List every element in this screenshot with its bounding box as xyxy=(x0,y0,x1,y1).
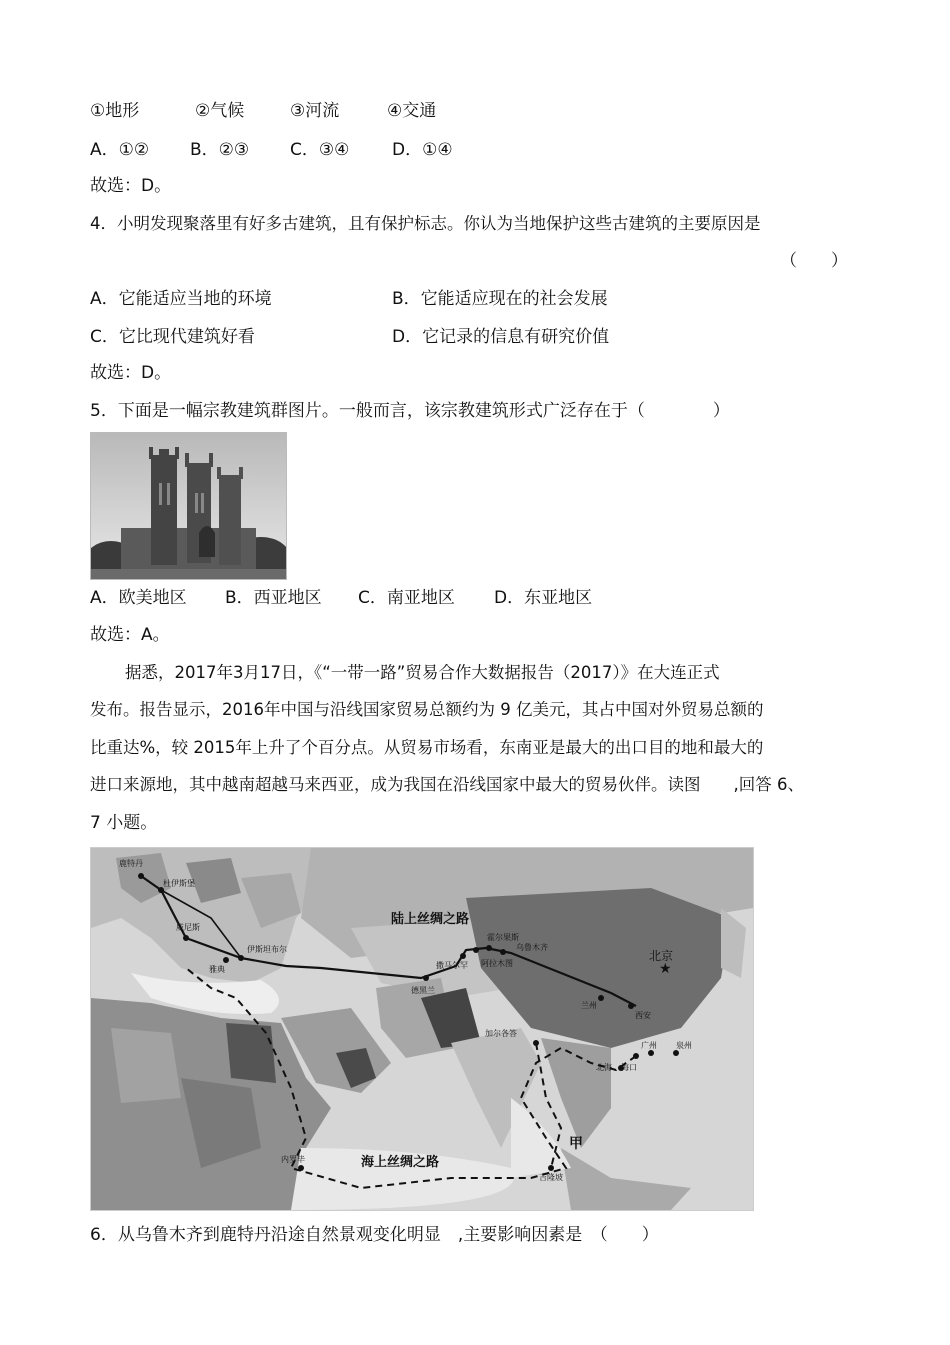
q3-option-a: A．①② xyxy=(90,140,150,160)
city-kolkata: 加尔各答 xyxy=(485,1029,517,1038)
svg-text:★: ★ xyxy=(659,961,672,977)
city-beihai: 北海 xyxy=(596,1063,612,1072)
city-khorgos: 霍尔果斯 xyxy=(487,933,519,942)
city-kuala-lumpur: 吉隆坡 xyxy=(539,1173,563,1182)
silk-road-map xyxy=(90,847,754,1211)
city-guangzhou: 广州 xyxy=(641,1041,657,1050)
q3-option-b: B．②③ xyxy=(190,140,250,160)
city-haikou: 海口 xyxy=(621,1063,637,1072)
q3-answer: 故选：D。 xyxy=(90,176,172,196)
q3-option-d: D．①④ xyxy=(392,140,453,160)
city-almaty: 阿拉木图 xyxy=(481,959,513,968)
city-urumqi: 乌鲁木齐 xyxy=(516,943,548,952)
cathedral-photo xyxy=(90,432,287,580)
marker-jia: 甲 xyxy=(569,1136,583,1152)
q5-option-a: A．欧美地区 xyxy=(90,588,187,608)
q3-option-c: C．③④ xyxy=(290,140,350,160)
city-duisburg: 杜伊斯堡 xyxy=(163,879,195,888)
city-beijing: 北京 xyxy=(649,949,674,963)
q4-option-d: D．它记录的信息有研究价值 xyxy=(392,327,610,347)
passage-line-4: 进口来源地，其中越南超越马来西亚，成为我国在沿线国家中最大的贸易伙伴。读图 ,回答 6、 xyxy=(90,775,804,794)
q4-stem: 4．小明发现聚落里有好多古建筑，且有保护标志。你认为当地保护这些古建筑的主要原因是 xyxy=(90,214,761,233)
q4-answer: 故选：D。 xyxy=(90,363,172,383)
q6-stem: 6．从乌鲁木齐到鹿特丹沿途自然景观变化明显 ,主要影响因素是 （ ） xyxy=(90,1225,659,1245)
city-venice: 威尼斯 xyxy=(176,923,200,932)
q5-option-d: D．东亚地区 xyxy=(494,588,593,608)
city-quanzhou: 泉州 xyxy=(676,1041,692,1050)
q4-option-a: A．它能适应当地的环境 xyxy=(90,289,272,309)
q5-stem: 5．下面是一幅宗教建筑群图片。一般而言，该宗教建筑形式广泛存在于（ ） xyxy=(90,401,730,421)
q3-factor-1: ①地形 xyxy=(90,101,140,121)
city-lanzhou: 兰州 xyxy=(581,1001,597,1010)
city-xian: 西安 xyxy=(635,1011,651,1020)
passage-line-3: 比重达%，较 2015年上升了个百分点。从贸易市场看，东南亚是最大的出口目的地和最大的 xyxy=(90,738,764,757)
city-nairobi: 内罗毕 xyxy=(281,1155,305,1164)
q3-factor-3: ③河流 xyxy=(290,101,340,121)
q3-factor-2: ②气候 xyxy=(195,101,245,121)
passage-line-5: 7 小题。 xyxy=(90,813,158,833)
q4-option-b: B．它能适应现在的社会发展 xyxy=(392,289,608,309)
city-samarkand: 撒马尔罕 xyxy=(436,961,468,970)
q5-option-b: B．西亚地区 xyxy=(225,588,322,608)
q4-paren: （ ） xyxy=(780,251,848,271)
city-tehran: 德黑兰 xyxy=(411,986,435,995)
sea-route-label: 海上丝绸之路 xyxy=(361,1155,440,1170)
q5-answer: 故选：A。 xyxy=(90,625,170,645)
q4-option-c: C．它比现代建筑好看 xyxy=(90,327,255,347)
city-athens: 雅典 xyxy=(209,965,225,974)
q3-factor-4: ④交通 xyxy=(387,101,437,121)
q5-option-c: C．南亚地区 xyxy=(358,588,455,608)
passage-line-2: 发布。报告显示，2016年中国与沿线国家贸易总额约为 9 亿美元，其占中国对外贸易总额的 xyxy=(90,700,764,719)
city-istanbul: 伊斯坦布尔 xyxy=(247,945,287,954)
land-route-label: 陆上丝绸之路 xyxy=(391,912,470,927)
passage-line-1: 据悉，2017年3月17日，《“一带一路”贸易合作大数据报告（2017）》在大连正式 xyxy=(125,663,720,682)
city-rotterdam: 鹿特丹 xyxy=(119,859,143,868)
